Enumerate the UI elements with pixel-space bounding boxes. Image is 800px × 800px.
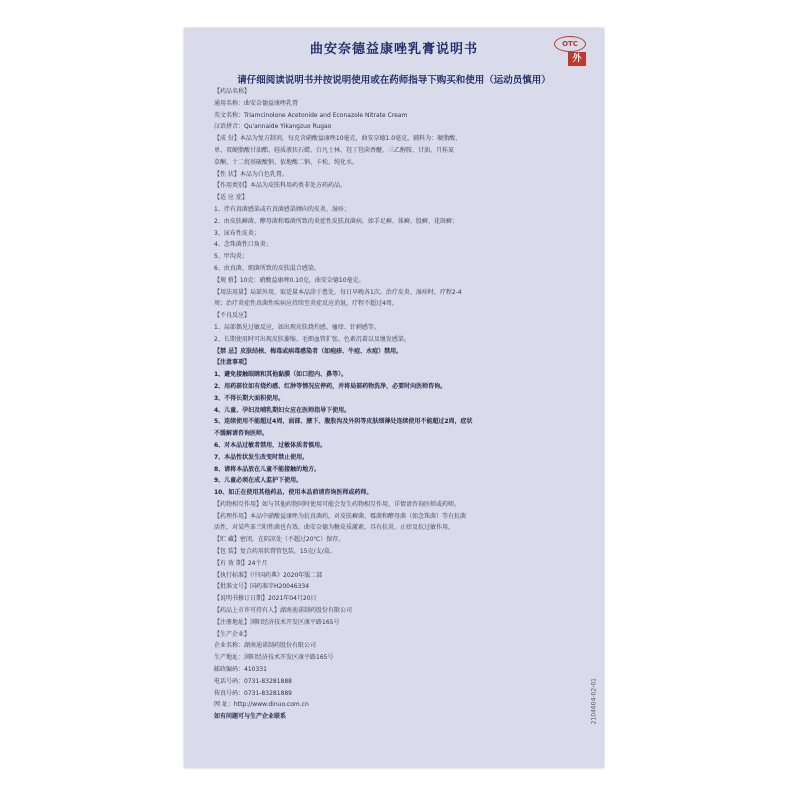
document-title: 曲安奈德益康唑乳膏说明书 [309,42,478,57]
leaflet-line: 2、由皮肤癣菌、酵母菌和霉菌所致的炎症性皮肤真菌病，如手足癣、体癣、股癣、花斑癣； [214,217,458,225]
leaflet-line: 英文名称：Triamcinolone Acetonide and Econazole Nitrate Cream [214,111,408,119]
leaflet-line: 【批准文号】国药准字H20046334 [214,583,310,591]
leaflet-line: 4、儿童、孕妇及哺乳期妇女应在医师指导下使用。 [214,406,351,414]
leaflet-line: 6、由真菌、细菌所致的皮肤混合感染。 [214,264,320,272]
leaflet-line: 3、不得长期大面积使用。 [214,394,285,402]
leaflet-line: 汉语拼音：Qu'annaide Yikangzuo Rugao [214,123,332,131]
leaflet-line: 【药理作用】本品中硝酸益康唑为抗真菌药，对皮肤癣菌、霉菌和酵母菌（如念珠菌）等有抗菌 [214,512,467,520]
leaflet-line: 10、如正在使用其他药品，使用本品前请咨询医师或药师。 [214,489,373,497]
leaflet-line: 【规 格】10克：硝酸益康唑0.10克，曲安奈德10毫克。 [214,276,365,284]
leaflet-line: 6、对本品过敏者禁用，过敏体质者慎用。 [214,441,327,449]
leaflet-line: 5、甲沟炎； [214,253,248,261]
leaflet-line: 【注册地址】浏阳经济技术开发区康平路165号 [214,618,340,626]
leaflet-line: 传真号码：0731-83281889 [214,689,292,697]
leaflet-line: 如有问题可与生产企业联系 [214,713,287,721]
leaflet-line: 【包 装】复合药用软膏管包装，15克/支/盒。 [214,548,336,556]
leaflet-line: 活性，对某些革兰阳性菌也有效。曲安奈德为糖皮质激素，具有抗炎、止痒及抗过敏作用。 [214,524,455,532]
leaflet-line: 通用名称：曲安奈德益康唑乳膏 [214,99,299,107]
leaflet-line: 草酮、十二烷基硫酸钠、依地酸二钠、卡松、纯化水。 [214,158,359,166]
leaflet-line: 周；治疗炎症性真菌性疾病应持续至炎症反应消退，疗程不超过4周。 [214,300,398,308]
leaflet-line: 网 址：http://www.dinuo.com.cn [214,701,309,709]
leaflet-line: 生产地址：浏阳经济技术开发区康平路165号 [214,654,334,662]
leaflet-line: 【禁 忌】皮肤结核、梅毒或病毒感染者（如疱疹、牛痘、水痘）禁用。 [214,347,403,355]
leaflet-line: 单、双硬脂酸甘油酯、轻质液状石蜡、白凡士林、羟丁羟茴香醚、三乙醇胺、甘油、月桂氮 [214,146,455,154]
leaflet-line: 电话号码：0731-83281888 [214,677,292,685]
leaflet-line: 【适 应 症】 [214,194,248,202]
leaflet-line: 邮政编码：410331 [214,666,267,674]
leaflet-line: 【药品名称】 [214,88,251,95]
external-use-badge: 外 [568,52,586,66]
leaflet-line: 不缓解请咨询医师。 [214,430,269,438]
leaflet-line: 1、伴有真菌感染或有真菌感染倾向的皮炎、湿疹； [214,205,350,213]
leaflet-line: 【贮 藏】密闭，在阴凉处（不超过20℃）保存。 [214,536,345,544]
leaflet-line: 【说明书修订日期】2021年04月20日 [214,595,317,603]
version-code: 2104604-02-01 [590,678,597,725]
document-subtitle: 请仔细阅读说明书并按说明使用或在药师指导下购买和使用（运动员慎用） [237,75,551,86]
leaflet-line: 企业名称：湖南迪诺制药股份有限公司 [214,642,317,650]
leaflet-line: 8、请将本品放在儿童不能接触的地方。 [214,465,321,473]
leaflet-sheet [184,28,604,768]
leaflet-line: 【药品上市许可持有人】湖南迪诺制药股份有限公司 [214,607,353,615]
leaflet-line: 【注意事项】 [214,359,251,367]
leaflet-line: 1、局部偶见过敏反应，如出现皮肤烧灼感、瘙痒、针刺感等。 [214,323,380,331]
leaflet-line: 【执行标准】《中国药典》2020年版二部 [214,571,323,579]
leaflet-line: 2、用药部位如有烧灼感、红肿等情况应停药，并将局部药物洗净，必要时向医师咨询。 [214,382,447,390]
leaflet-line: 7、本品性状发生改变时禁止使用。 [214,453,309,461]
leaflet-line: 5、连续使用不能超过4周，面部、腋下、腹股沟及外阴等皮肤细薄处连续使用不能超过2周，症状 [214,418,473,426]
leaflet-line: 3、尿布性皮炎； [214,229,260,237]
leaflet-line: 【性 状】本品为白色乳膏。 [214,170,288,178]
leaflet-line: 9、儿童必须在成人监护下使用。 [214,477,303,485]
leaflet-line: 1、避免接触眼睛和其他黏膜（如口腔内、鼻等）。 [214,371,348,379]
leaflet-line: 【生产企业】 [214,630,251,638]
leaflet-line: 【作用类别】本品为皮肤科用药类非处方药药品。 [214,182,347,190]
leaflet-line: 【有 效 期】24个月 [214,559,268,567]
leaflet-line: 4、念珠菌性口角炎； [214,241,272,249]
leaflet-line: 【用法用量】局部外用，取适量本品涂于患处，每日早晚各1次。治疗皮炎、湿疹时，疗程2-4 [214,288,462,296]
leaflet-line: 【成 份】本品为复方制剂，每克含硝酸益康唑10毫克，曲安奈德1.0毫克，辅料为：硬脂酸、 [214,135,462,143]
leaflet-line: 【不良反应】 [214,312,251,320]
leaflet-body [214,86,579,723]
leaflet-line: 【药物相互作用】如与其他药物同时使用可能会发生药物相互作用，详情请咨询医师或药师。 [214,500,461,508]
otc-badge: OTC [554,36,586,52]
leaflet-line: 2、长期使用时可出现皮肤萎缩、毛细血管扩张、色素沉着以及继发感染。 [214,335,410,343]
